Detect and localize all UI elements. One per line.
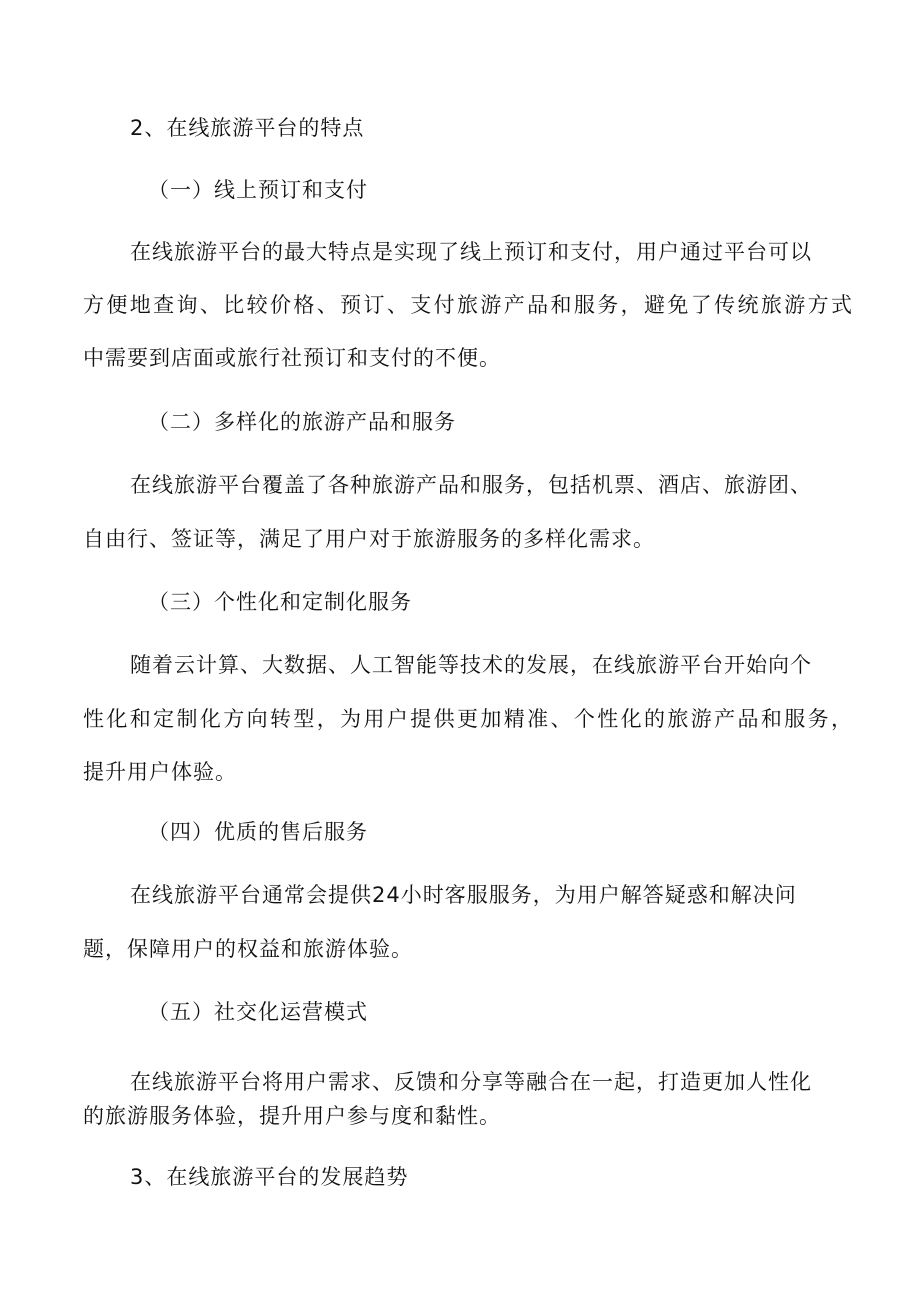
paragraph-1-line-3: 中需要到店面或旅行社预订和支付的不便。 <box>83 346 501 370</box>
paragraph-3-line-3: 提升用户体验。 <box>83 760 237 784</box>
section-heading-2: 2、在线旅游平台的特点 <box>130 116 365 140</box>
subheading-1: （一）线上预订和支付 <box>148 178 368 202</box>
paragraph-5-line-2: 的旅游服务体验，提升用户参与度和黏性。 <box>83 1104 501 1128</box>
paragraph-3-line-1: 随着云计算、大数据、人工智能等技术的发展，在线旅游平台开始向个 <box>130 653 812 677</box>
subheading-5: （五）社交化运营模式 <box>148 1000 368 1024</box>
paragraph-2-line-2: 自由行、签证等，满足了用户对于旅游服务的多样化需求。 <box>83 527 655 551</box>
paragraph-5-line-1: 在线旅游平台将用户需求、反馈和分享等融合在一起，打造更加人性化 <box>130 1070 812 1094</box>
subheading-2: （二）多样化的旅游产品和服务 <box>148 410 456 434</box>
paragraph-1-line-1: 在线旅游平台的最大特点是实现了线上预订和支付，用户通过平台可以 <box>130 240 812 264</box>
paragraph-2-line-1: 在线旅游平台覆盖了各种旅游产品和服务，包括机票、酒店、旅游团、 <box>130 473 812 497</box>
paragraph-1-line-2: 方便地查询、比较价格、预订、支付旅游产品和服务，避免了传统旅游方式 <box>83 293 853 317</box>
paragraph-4-line-2: 题，保障用户的权益和旅游体验。 <box>83 937 413 961</box>
section-heading-3: 3、在线旅游平台的发展趋势 <box>130 1165 409 1189</box>
subheading-3: （三）个性化和定制化服务 <box>148 590 412 614</box>
subheading-4: （四）优质的售后服务 <box>148 820 368 844</box>
paragraph-3-line-2: 性化和定制化方向转型，为用户提供更加精准、个性化的旅游产品和服务， <box>83 707 853 731</box>
paragraph-4-line-1: 在线旅游平台通常会提供24小时客服服务，为用户解答疑惑和解决问 <box>130 883 797 907</box>
